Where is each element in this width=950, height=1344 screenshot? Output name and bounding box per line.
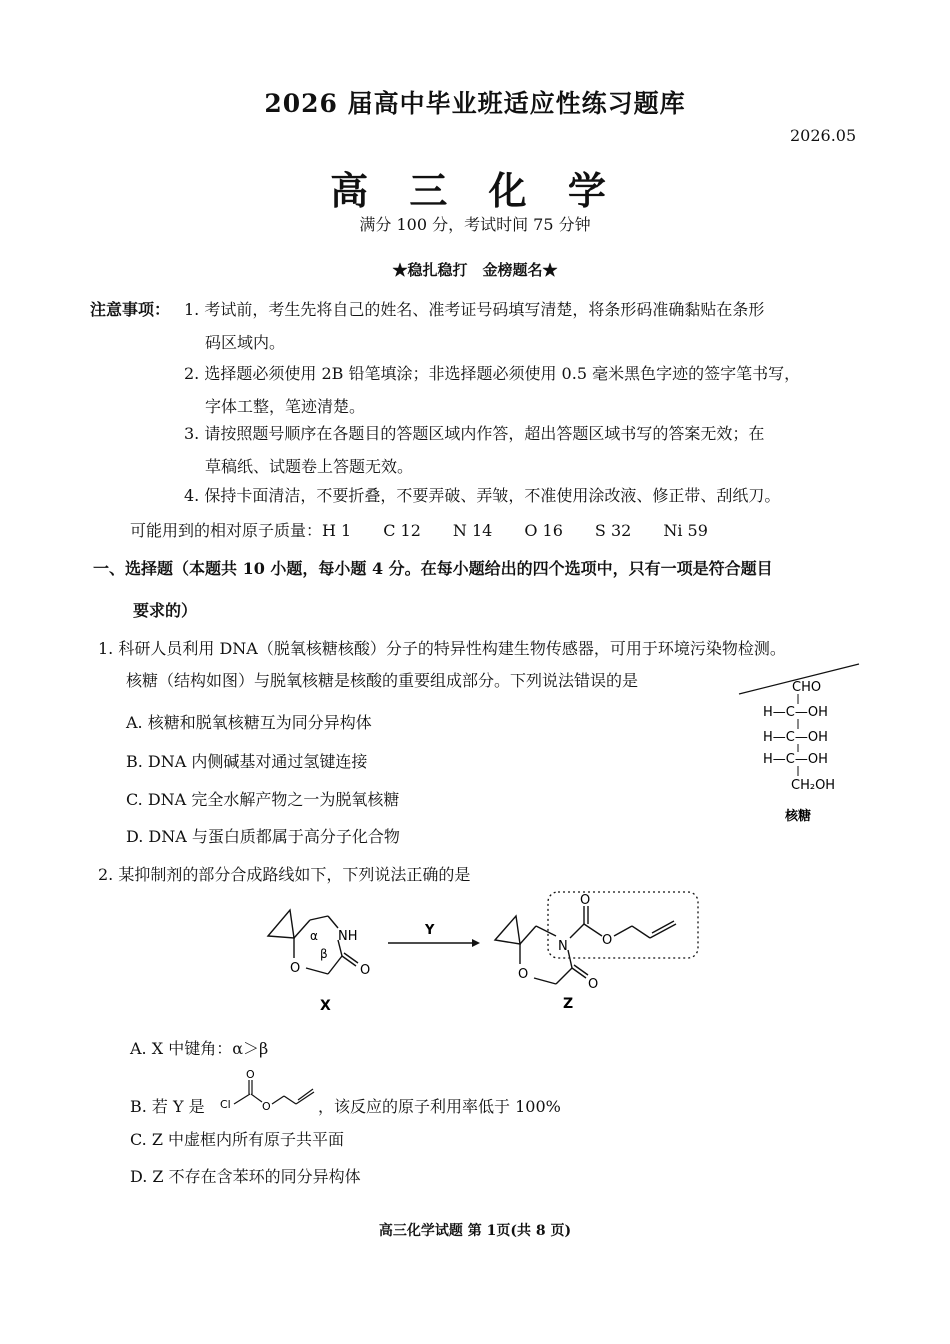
notice-label: 注意事项： — [90, 300, 171, 319]
q2-option-b-prefix: B. 若 Y 是 — [130, 1097, 205, 1116]
q2-option-a: A. X 中键角：α＞β — [130, 1039, 269, 1058]
x-beta: β — [320, 947, 328, 961]
ribose-row-2: H—C—OH — [763, 730, 828, 745]
z-n: N — [558, 939, 568, 954]
q1-option-a: A. 核糖和脱氧核糖互为同分异构体 — [126, 713, 372, 732]
ester-o-label: O — [262, 1100, 271, 1113]
ribose-caption: 核糖 — [785, 809, 812, 824]
notice-item-2-cont: 字体工整，笔迹清楚。 — [205, 397, 366, 416]
atomic-masses: 可能用到的相对原子质量：H 1 C 12 N 14 O 16 S 32 Ni 59 — [130, 521, 708, 540]
notice-item-2: 2. 选择题必须使用 2B 铅笔填涂；非选择题必须使用 0.5 毫米黑色字迹的签字笔书写， — [184, 364, 801, 383]
ribose-ch2oh: CH₂OH — [791, 778, 836, 793]
q1-stem-cont: 核糖（结构如图）与脱氧核糖是核酸的重要组成部分。下列说法错误的是 — [126, 671, 639, 690]
notice-item-4: 4. 保持卡面清洁，不要折叠，不要弄破、弄皱，不准使用涂改液、修正带、刮纸刀。 — [184, 486, 781, 505]
q2-option-c: C. Z 中虚框内所有原子共平面 — [130, 1130, 345, 1149]
carbonyl-o-label: O — [246, 1068, 255, 1081]
section-heading-cont: 要求的） — [133, 601, 198, 620]
cl-label: Cl — [220, 1098, 231, 1111]
z-ester-o: O — [602, 933, 613, 948]
x-ring-o: O — [290, 961, 301, 976]
paper-title: 2026 届高中毕业班适应性练习题库 — [264, 89, 686, 118]
reagent-y: Y — [425, 923, 435, 938]
reaction-scheme — [250, 888, 720, 1018]
section-heading: 一、选择题（本题共 10 小题，每小题 4 分。在每小题给出的四个选项中，只有一项是符合题目 — [93, 559, 773, 578]
allyl-chloroformate-structure — [218, 1068, 318, 1118]
notice-item-3-cont: 草稿纸、试题卷上答题无效。 — [205, 457, 414, 476]
z-ring-o: O — [518, 967, 529, 982]
x-carbonyl-o: O — [360, 963, 371, 978]
page-footer: 高三化学试题 第 1页(共 8 页) — [378, 1223, 572, 1239]
q2-stem: 2. 某抑制剂的部分合成路线如下，下列说法正确的是 — [98, 865, 471, 884]
reaction-arrow — [388, 923, 480, 947]
molecule-z — [495, 892, 698, 1012]
ribose-row-1: H—C—OH — [763, 705, 828, 720]
molecule-x — [268, 910, 370, 1014]
ribose-structure — [735, 660, 865, 830]
q1-option-d: D. DNA 与蛋白质都属于高分子化合物 — [126, 827, 400, 846]
q1-option-c: C. DNA 完全水解产物之一为脱氧核糖 — [126, 790, 400, 809]
motto: ★稳扎稳打 金榜题名★ — [392, 261, 558, 279]
q2-option-b-suffix: ，该反应的原子利用率低于 100% — [318, 1097, 561, 1116]
ribose-cho: CHO — [792, 680, 822, 695]
subject-title: 高 三 化 学 — [330, 168, 620, 213]
exam-date: 2026.05 — [790, 126, 857, 145]
notice-item-3: 3. 请按照题号顺序在各题目的答题区域内作答，超出答题区域书写的答案无效；在 — [184, 424, 765, 443]
x-alpha: α — [310, 929, 318, 943]
z-label: Z — [563, 996, 574, 1012]
x-label: X — [320, 998, 331, 1014]
ribose-row-3: H—C—OH — [763, 752, 828, 767]
notice-item-1: 1. 考试前，考生先将自己的姓名、准考证号码填写清楚，将条形码准确黏贴在条形 — [184, 300, 765, 319]
z-lactam-o: O — [588, 977, 599, 992]
z-carbonyl-o: O — [580, 893, 591, 908]
q1-option-b: B. DNA 内侧碱基对通过氢键连接 — [126, 752, 368, 771]
q2-option-d: D. Z 不存在含苯环的同分异构体 — [130, 1167, 361, 1186]
notice-item-1-cont: 码区域内。 — [205, 333, 286, 352]
x-nh: NH — [338, 929, 358, 944]
q1-stem: 1. 科研人员利用 DNA（脱氧核糖核酸）分子的特异性构建生物传感器，可用于环境污染物检测。 — [98, 639, 786, 658]
exam-info: 满分 100 分，考试时间 75 分钟 — [359, 215, 591, 234]
